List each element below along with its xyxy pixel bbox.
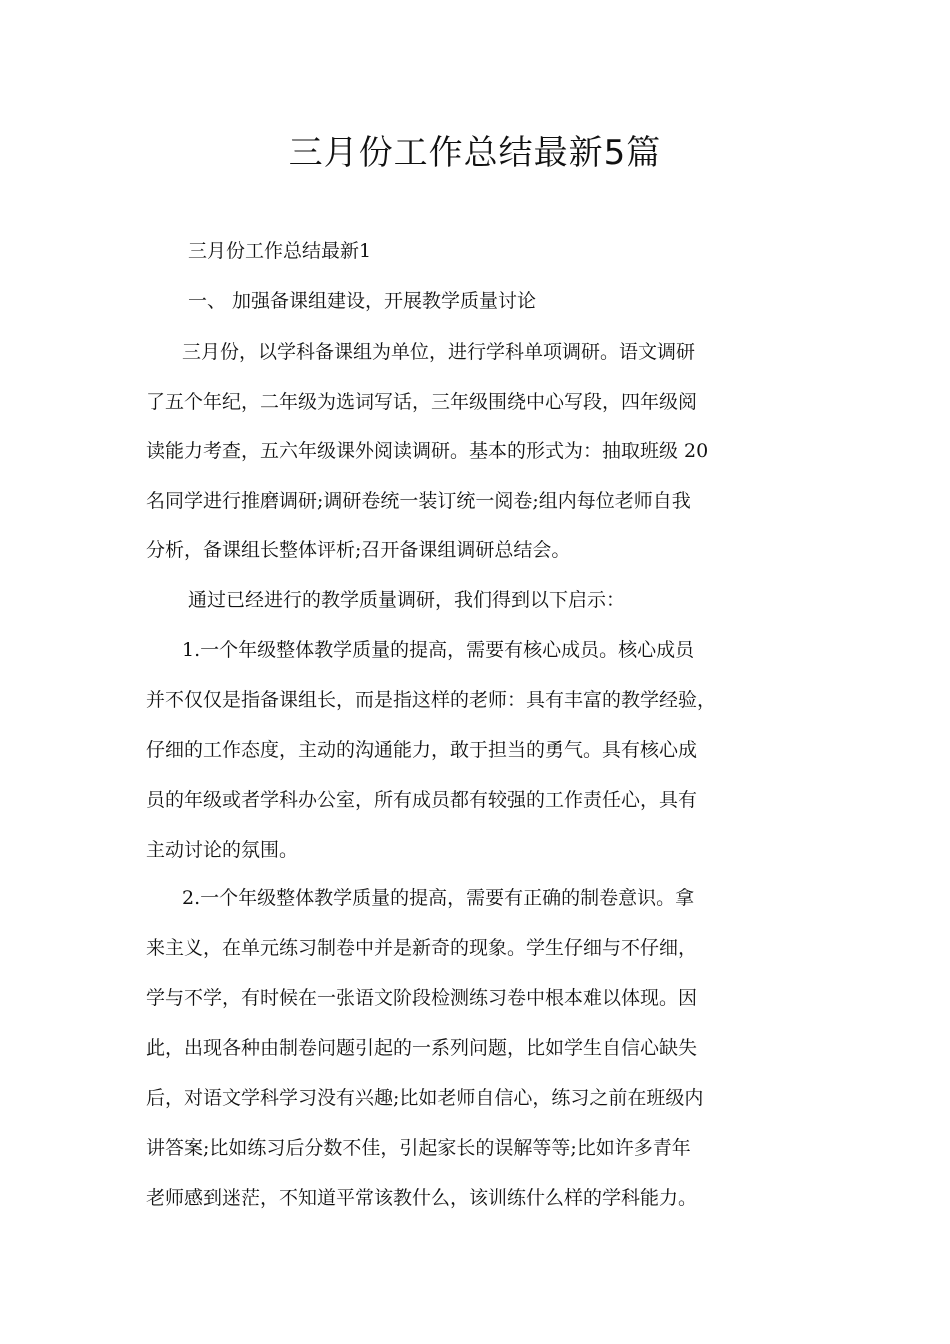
- paragraph-line: 三月份，以学科备课组为单位，进行学科单项调研。语文调研: [182, 341, 696, 363]
- paragraph-line: 学与不学，有时候在一张语文阶段检测练习卷中根本难以体现。因: [146, 987, 698, 1009]
- paragraph-line: 老师感到迷茫，不知道平常该教什么，该训练什么样的学科能力。: [146, 1187, 698, 1209]
- paragraph-line: 主动讨论的氛围。: [146, 839, 299, 861]
- paragraph-line: 员的年级或者学科办公室，所有成员都有较强的工作责任心，具有: [146, 789, 698, 811]
- paragraph-line: 后，对语文学科学习没有兴趣;比如老师自信心，练习之前在班级内: [146, 1087, 704, 1109]
- paragraph-line: 了五个年纪，二年级为选词写话，三年级围绕中心写段，四年级阅: [146, 391, 698, 413]
- paragraph-line: 2.一个年级整体教学质量的提高，需要有正确的制卷意识。拿: [182, 887, 695, 909]
- paragraph-line: 读能力考查，五六年级课外阅读调研。基本的形式为：抽取班级 20: [146, 440, 709, 462]
- paragraph-line: 此，出现各种由制卷问题引起的一系列问题，比如学生自信心缺失: [146, 1037, 698, 1059]
- paragraph-line: 来主义，在单元练习制卷中并是新奇的现象。学生仔细与不仔细，: [146, 937, 698, 959]
- document-title: 三月份工作总结最新5篇: [288, 133, 662, 173]
- section-title: 三月份工作总结最新1: [188, 240, 372, 262]
- paragraph-line: 分析，备课组长整体评析;召开备课组调研总结会。: [146, 539, 571, 561]
- paragraph-line: 并不仅仅是指备课组长，而是指这样的老师：具有丰富的教学经验，: [146, 689, 717, 711]
- paragraph-line: 仔细的工作态度，主动的沟通能力，敢于担当的勇气。具有核心成: [146, 739, 698, 761]
- paragraph-line: 1.一个年级整体教学质量的提高，需要有核心成员。核心成员: [182, 639, 695, 661]
- paragraph-line: 讲答案;比如练习后分数不佳，引起家长的误解等等;比如许多青年: [146, 1137, 691, 1159]
- paragraph-line: 通过已经进行的教学质量调研，我们得到以下启示：: [188, 589, 626, 611]
- heading-1: 一、 加强备课组建设，开展教学质量讨论: [188, 290, 537, 312]
- paragraph-line: 名同学进行推磨调研;调研卷统一装订统一阅卷;组内每位老师自我: [146, 490, 691, 512]
